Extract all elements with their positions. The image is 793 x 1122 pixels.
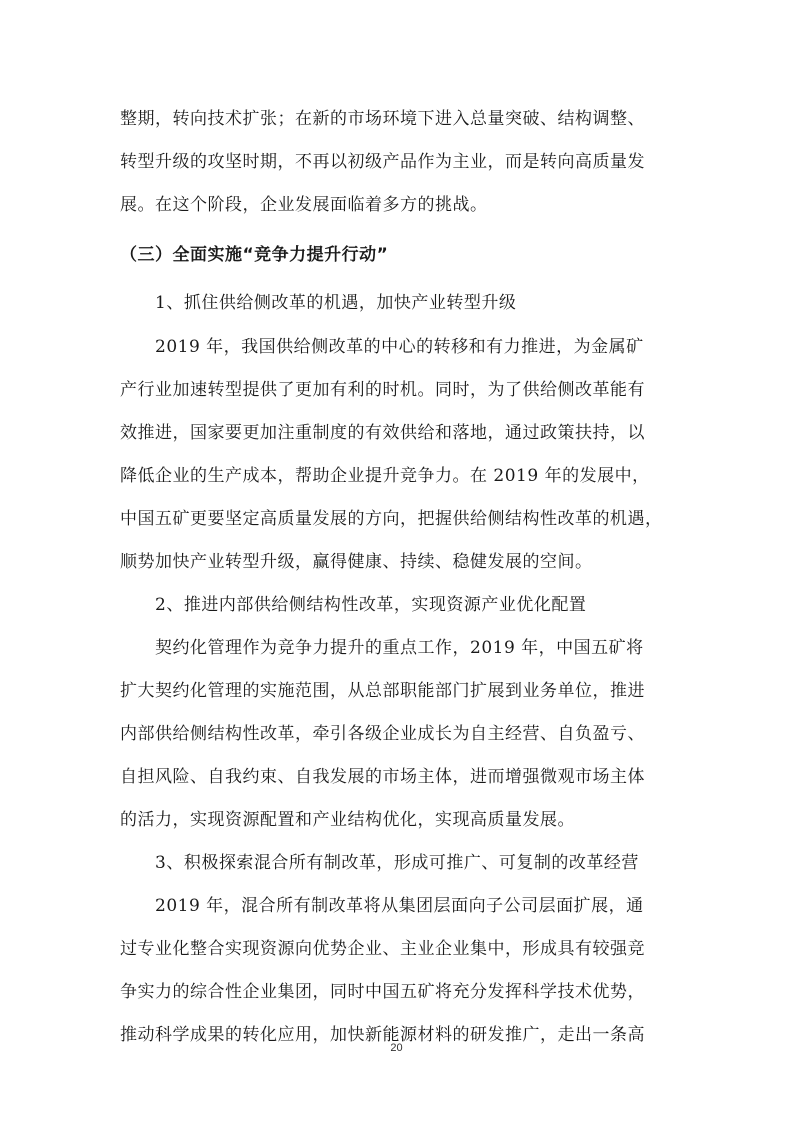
intro-line-1: 整期，转向技术扩张；在新的市场环境下进入总量突破、结构调整、 <box>120 109 645 129</box>
paragraph-line: 2019 年，我国供给侧改革的中心的转移和有力推进，为金属矿 <box>155 337 644 357</box>
subsection-3-title: 3、积极探索混合所有制改革，形成可推广、可复制的改革经营 <box>155 853 639 873</box>
paragraph-line: 推动科学成果的转化应用，加快新能源材料的研发推广，走出一条高 <box>120 1025 645 1045</box>
paragraph-line: 2019 年，混合所有制改革将从集团层面向子公司层面扩展，通 <box>155 896 644 916</box>
intro-line-2: 转型升级的攻坚时期，不再以初级产品作为主业，而是转向高质量发 <box>120 152 645 172</box>
paragraph-line: 中国五矿更要坚定高质量发展的方向，把握供给侧结构性改革的机遇， <box>120 509 663 529</box>
paragraph-line: 产行业加速转型提供了更加有利的时机。同时，为了供给侧改革能有 <box>120 380 645 400</box>
paragraph-line: 争实力的综合性企业集团，同时中国五矿将充分发挥科学技术优势， <box>120 982 645 1002</box>
subsection-2-title: 2、推进内部供给侧结构性改革，实现资源产业优化配置 <box>155 595 587 615</box>
paragraph-line: 效推进，国家要更加注重制度的有效供给和落地，通过政策扶持，以 <box>120 423 645 443</box>
paragraph-line: 内部供给侧结构性改革，牵引各级企业成长为自主经营、自负盈亏、 <box>120 724 645 744</box>
page-number: 20 <box>390 1042 403 1054</box>
intro-line-3: 展。在这个阶段，企业发展面临着多方的挑战。 <box>120 195 488 215</box>
subsection-1-title: 1、抓住供给侧改革的机遇，加快产业转型升级 <box>155 293 517 313</box>
paragraph-line: 自担风险、自我约束、自我发展的市场主体，进而增强微观市场主体 <box>120 767 645 787</box>
paragraph-line: 扩大契约化管理的实施范围，从总部职能部门扩展到业务单位，推进 <box>120 681 645 701</box>
section-heading: （三）全面实施“竞争力提升行动” <box>120 245 389 265</box>
paragraph-line: 的活力，实现资源配置和产业结构优化，实现高质量发展。 <box>120 810 575 830</box>
paragraph-line: 顺势加快产业转型升级，赢得健康、持续、稳健发展的空间。 <box>120 552 593 572</box>
paragraph-line: 过专业化整合实现资源向优势企业、主业企业集中，形成具有较强竞 <box>120 939 645 959</box>
paragraph-line: 契约化管理作为竞争力提升的重点工作，2019 年，中国五矿将 <box>155 638 644 658</box>
paragraph-line: 降低企业的生产成本，帮助企业提升竞争力。在 2019 年的发展中， <box>120 466 650 486</box>
